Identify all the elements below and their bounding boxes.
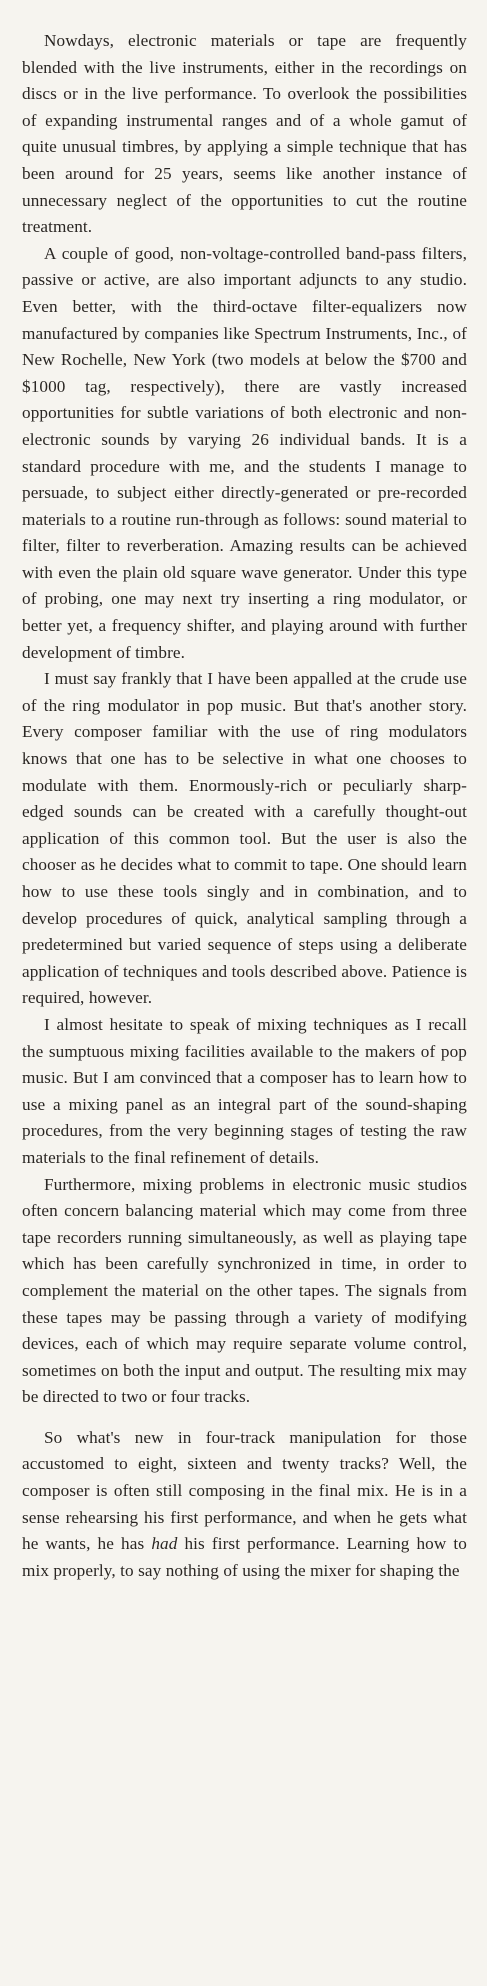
paragraph-band-pass-filters: A couple of good, non-voltage-controlled band-pass filters, passive or active, are also important adjuncts to any studio. Even better, with the third-octave filter-equalizers now manufactured by companies like Spectrum Instruments, Inc., of New Rochelle, New York (two models at below the $700 and $1000 tag, respectively), there are vastly increased opportunities for subtle variations of both electronic and non-electronic sounds by varying 26 individual bands. It is a standard procedure with me, and the students I manage to persuade, to subject either directly-generated or pre-recorded materials to a routine run-through as follows: sound material to filter, filter to reverberation. Amazing results can be achieved with even the plain old square wave generator. Under this type of probing, one may next try inserting a ring modulator, or better yet, a frequency shifter, and playing around with further development of timbre. <box>22 243 467 662</box>
emphasized-word: had <box>151 1534 178 1554</box>
paragraph-four-track-text-after: his first performance. Learning how to mix properly, to say nothing of using the mixer for shaping the <box>22 1534 468 1580</box>
paragraph-tape-blending: Nowdays, electronic materials or tape are frequently blended with the live instruments, either in the recordings on discs or in the live performance. To overlook the possibilities of expanding instrumental ranges and of a whole gamut of quite unusual timbres, by applying a simple technique that has been around for 25 years, seems like another instance of unnecessary neglect of the opportunities to cut the routine treatment. <box>22 31 467 237</box>
paragraph-four-track-text-before: So what's new in four-track manipulation for those accustomed to eight, sixteen and twenty tracks? Well, the composer is often still composing in the final mix. He is in a sense rehearsing his first performance, and when he gets what he wants, he has <box>22 1427 467 1554</box>
article-column <box>22 28 467 1584</box>
paragraph-ring-modulator: I must say frankly that I have been appalled at the crude use of the ring modulator in pop music. But that's another story. Every composer familiar with the use of ring modulators knows that one has to be selective in what one chooses to modulate with them. Enormously-rich or peculiarly sharp-edged sounds can be created with a carefully thought-out application of this common tool. But the user is also the chooser as he decides what to commit to tape. One should learn how to use these tools singly and in combination, and to develop procedures of quick, analytical sampling through a predetermined but varied sequence of steps using a deliberate application of techniques and tools described above. Patience is required, however. <box>22 669 467 1008</box>
paragraph-four-track-manipulation <box>22 1425 467 1585</box>
paragraph-mixing-techniques: I almost hesitate to speak of mixing techniques as I recall the sumptuous mixing facilities available to the makers of pop music. But I am convinced that a composer has to learn how to use a mixing panel as an integral part of the sound-shaping procedures, from the very beginning stages of testing the raw materials to the final refinement of details. <box>22 1014 467 1167</box>
paragraph-mixing-problems: Furthermore, mixing problems in electronic music studios often concern balancing material which may come from three tape recorders running simultaneously, as well as playing tape which has been carefully synchronized in time, in order to complement the material on the other tapes. The signals from these tapes may be passing through a variety of modifying devices, each of which may require separate volume control, sometimes on both the input and output. The resulting mix may be directed to two or four tracks. <box>22 1174 467 1407</box>
